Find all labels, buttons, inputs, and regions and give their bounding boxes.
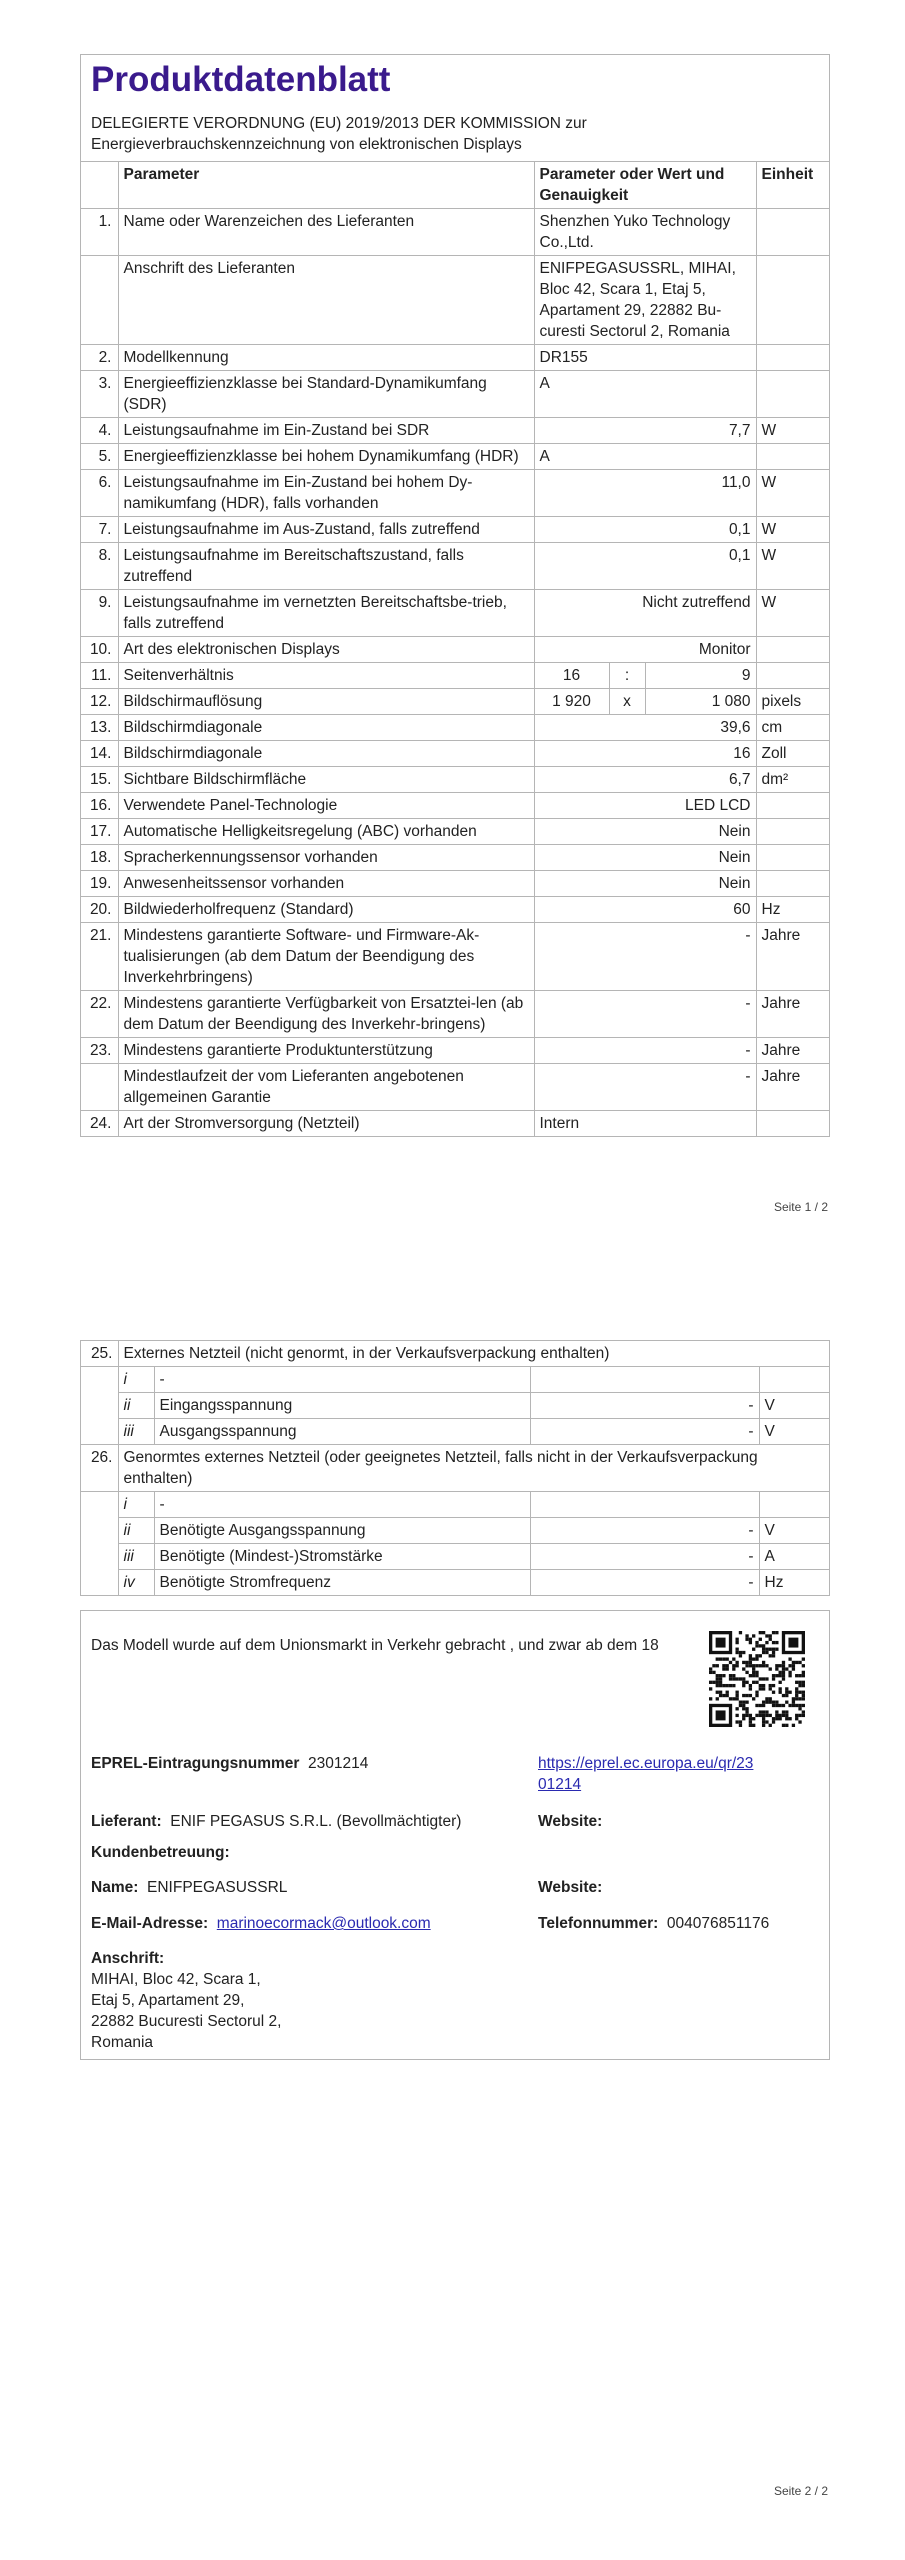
row-value: Nein (534, 871, 756, 897)
section-title: Genormtes externes Netzteil (oder geeignetes Netzteil, falls nicht in der Verkaufsverpackung enthalten) (118, 1445, 829, 1492)
row-parameter: Bildschirmdiagonale (118, 741, 534, 767)
row-spacer (81, 1419, 118, 1445)
name-label: Name: (91, 1879, 139, 1896)
row-spacer (81, 1544, 118, 1570)
row-unit (756, 793, 829, 819)
row-number: 7. (81, 517, 118, 543)
row-index: ii (118, 1393, 154, 1419)
eprel-number: 2301214 (308, 1755, 369, 1772)
row-number: 24. (81, 1111, 118, 1137)
table-row (81, 1419, 829, 1445)
row-parameter: Mindestens garantierte Software- und Firmware-Ak-tualisierungen (ab dem Datum der Beendigung des Inverkehrbringens) (118, 923, 534, 991)
row-parameter: Leistungsaufnahme im vernetzten Bereitschaftsbe-trieb, falls zutreffend (118, 590, 534, 637)
row-parameter: Art der Stromversorgung (Netzteil) (118, 1111, 534, 1137)
table-row (81, 871, 829, 897)
website-label: Website: (538, 1813, 603, 1830)
table-row (81, 663, 829, 689)
table-header-row (81, 162, 829, 209)
row-unit (756, 345, 829, 371)
row-parameter: Bildschirmauflösung (118, 689, 534, 715)
website2-label: Website: (538, 1879, 603, 1896)
table-row (81, 256, 829, 345)
customer-service-label: Kundenbetreuung: (91, 1844, 230, 1861)
row-value (530, 1367, 759, 1393)
row-parameter: Anwesenheitssensor vorhanden (118, 871, 534, 897)
address-label: Anschrift: (91, 1950, 165, 1967)
row-number: 21. (81, 923, 118, 991)
row-number: 10. (81, 637, 118, 663)
regulation-subtitle: DELEGIERTE VERORDNUNG (EU) 2019/2013 DER KOMMISSION zur Energieverbrauchskennzeichnung von elektronischen Displays (91, 115, 587, 153)
row-value: Nein (534, 819, 756, 845)
customer-name-line (91, 1877, 287, 1898)
row-unit (756, 1111, 829, 1137)
row-number: 3. (81, 371, 118, 418)
row-unit (759, 1492, 829, 1518)
row-spacer (81, 1492, 118, 1518)
table-row (81, 517, 829, 543)
row-parameter: Spracherkennungssensor vorhanden (118, 845, 534, 871)
row-value-b: 9 (645, 663, 756, 689)
table-row (81, 1111, 829, 1137)
row-parameter: Leistungsaufnahme im Ein-Zustand bei SDR (118, 418, 534, 444)
row-value: 11,0 (534, 470, 756, 517)
table-row (81, 1518, 829, 1544)
table-row (81, 371, 829, 418)
row-parameter: Mindestens garantierte Verfügbarkeit von Ersatztei-len (ab dem Datum der Beendigung des Inverkehr-bringens) (118, 991, 534, 1038)
row-number: 14. (81, 741, 118, 767)
row-unit: W (756, 517, 829, 543)
row-unit (756, 637, 829, 663)
row-value: 6,7 (534, 767, 756, 793)
row-number: 2. (81, 345, 118, 371)
row-parameter: Leistungsaufnahme im Aus-Zustand, falls zutreffend (118, 517, 534, 543)
table-row (81, 1570, 829, 1596)
row-unit (756, 444, 829, 470)
row-spacer (81, 1367, 118, 1393)
table-row (81, 819, 829, 845)
row-value: Nein (534, 845, 756, 871)
row-number: 15. (81, 767, 118, 793)
row-parameter: Mindestlaufzeit der vom Lieferanten angebotenen allgemeinen Garantie (118, 1064, 534, 1111)
section-number: 26. (81, 1445, 118, 1492)
row-value: Monitor (534, 637, 756, 663)
row-value-separator: x (609, 689, 645, 715)
table-row (81, 444, 829, 470)
row-parameter: Leistungsaufnahme im Ein-Zustand bei hohem Dy-namikumfang (HDR), falls vorhanden (118, 470, 534, 517)
row-number: 6. (81, 470, 118, 517)
row-unit: W (756, 418, 829, 444)
row-unit (756, 845, 829, 871)
row-parameter: Benötigte Ausgangsspannung (154, 1518, 530, 1544)
eprel-link-line-2[interactable] (538, 1774, 581, 1795)
row-unit (756, 209, 829, 256)
row-number: 17. (81, 819, 118, 845)
table-row (81, 1367, 829, 1393)
row-unit: cm (756, 715, 829, 741)
table-row (81, 991, 829, 1038)
customer-name: ENIFPEGASUSSRL (147, 1879, 288, 1896)
row-value: LED LCD (534, 793, 756, 819)
row-unit (759, 1367, 829, 1393)
row-parameter: Bildwiederholfrequenz (Standard) (118, 897, 534, 923)
address-line: Etaj 5, Apartament 29, (91, 1992, 245, 2009)
supplier-name: ENIF PEGASUS S.R.L. (Bevollmächtigter) (170, 1813, 462, 1830)
row-parameter: - (154, 1492, 530, 1518)
row-value-a: 1 920 (534, 689, 609, 715)
row-parameter: Modellkennung (118, 345, 534, 371)
row-value: DR155 (534, 345, 756, 371)
row-index: iii (118, 1419, 154, 1445)
row-parameter: Benötigte (Mindest-)Stromstärke (154, 1544, 530, 1570)
table-row (81, 1492, 829, 1518)
row-unit: W (756, 543, 829, 590)
row-parameter: Benötigte Stromfrequenz (154, 1570, 530, 1596)
row-spacer (81, 1570, 118, 1596)
row-number: 23. (81, 1038, 118, 1064)
row-unit: W (756, 470, 829, 517)
row-value: Intern (534, 1111, 756, 1137)
table-row (81, 715, 829, 741)
row-parameter: Automatische Helligkeitsregelung (ABC) vorhanden (118, 819, 534, 845)
row-parameter: Anschrift des Lieferanten (118, 256, 534, 345)
table-row (81, 543, 829, 590)
row-value (530, 1492, 759, 1518)
phone-label: Telefonnummer: (538, 1915, 659, 1932)
section-heading-row (81, 1341, 829, 1367)
email-label: E-Mail-Adresse: (91, 1915, 209, 1932)
eprel-link-continued[interactable]: 01214 (538, 1776, 582, 1793)
row-unit: Hz (759, 1570, 829, 1596)
row-number: 11. (81, 663, 118, 689)
row-parameter: Name oder Warenzeichen des Lieferanten (118, 209, 534, 256)
table-row (81, 1064, 829, 1111)
row-value: - (534, 1038, 756, 1064)
row-index: iii (118, 1544, 154, 1570)
row-number: 8. (81, 543, 118, 590)
row-unit: Jahre (756, 923, 829, 991)
row-unit: pixels (756, 689, 829, 715)
section-heading-row (81, 1445, 829, 1492)
header-unit: Einheit (756, 162, 829, 209)
row-number (81, 256, 118, 345)
table-row (81, 923, 829, 991)
power-supply-section (80, 1340, 830, 1596)
row-index: iv (118, 1570, 154, 1596)
table-row (81, 793, 829, 819)
page-number-2: Seite 2 / 2 (773, 2484, 828, 2498)
table-row (81, 741, 829, 767)
table-row (81, 689, 829, 715)
row-unit (756, 819, 829, 845)
row-number: 1. (81, 209, 118, 256)
parameter-table (81, 162, 829, 1136)
eprel-label: EPREL-Eintragungsnummer (91, 1755, 300, 1772)
row-parameter: Sichtbare Bildschirmfläche (118, 767, 534, 793)
section-number: 25. (81, 1341, 118, 1367)
table-row (81, 1038, 829, 1064)
row-value: - (530, 1570, 759, 1596)
qr-code-icon (709, 1631, 805, 1727)
header-parameter: Parameter (118, 162, 534, 209)
row-parameter: Seitenverhältnis (118, 663, 534, 689)
table-row (81, 845, 829, 871)
row-unit: V (759, 1419, 829, 1445)
row-parameter: Art des elektronischen Displays (118, 637, 534, 663)
section-title: Externes Netzteil (nicht genormt, in der Verkaufsverpackung enthalten) (118, 1341, 829, 1367)
row-parameter: - (154, 1367, 530, 1393)
row-unit: V (759, 1518, 829, 1544)
table-row (81, 767, 829, 793)
row-unit (756, 256, 829, 345)
row-unit: Zoll (756, 741, 829, 767)
row-value: - (534, 1064, 756, 1111)
phone-number: 004076851176 (666, 1915, 770, 1932)
row-number: 5. (81, 444, 118, 470)
supplier-label: Lieferant: (91, 1813, 162, 1830)
row-number: 22. (81, 991, 118, 1038)
page-number-1: Seite 1 / 2 (773, 1200, 828, 1214)
row-unit: W (756, 590, 829, 637)
row-number: 18. (81, 845, 118, 871)
table-row (81, 470, 829, 517)
row-spacer (81, 1393, 118, 1419)
row-number: 9. (81, 590, 118, 637)
row-parameter: Verwendete Panel-Technologie (118, 793, 534, 819)
row-number: 19. (81, 871, 118, 897)
supplier-info-box (80, 1610, 830, 2060)
supplier-line (91, 1811, 461, 1832)
row-value: Shenzhen Yuko Technology Co.,Ltd. (534, 209, 756, 256)
row-parameter: Ausgangsspannung (154, 1419, 530, 1445)
row-value: Nicht zutreffend (534, 590, 756, 637)
row-unit: Jahre (756, 1064, 829, 1111)
header-value: Parameter oder Wert und Genauigkeit (534, 162, 756, 209)
row-value: 39,6 (534, 715, 756, 741)
row-unit: Jahre (756, 1038, 829, 1064)
row-value: - (534, 923, 756, 991)
row-index: i (118, 1367, 154, 1393)
row-value: 0,1 (534, 517, 756, 543)
row-number: 20. (81, 897, 118, 923)
row-value-separator: : (609, 663, 645, 689)
row-parameter: Leistungsaufnahme im Bereitschaftszustand, falls zutreffend (118, 543, 534, 590)
table-row (81, 209, 829, 256)
row-unit (756, 871, 829, 897)
row-parameter: Energieeffizienzklasse bei hohem Dynamikumfang (HDR) (118, 444, 534, 470)
table-row (81, 590, 829, 637)
row-value-a: 16 (534, 663, 609, 689)
row-value: - (534, 991, 756, 1038)
row-unit: A (759, 1544, 829, 1570)
phone-line (538, 1913, 769, 1934)
row-value: A (534, 444, 756, 470)
table-row (81, 897, 829, 923)
row-value: 60 (534, 897, 756, 923)
row-unit (756, 663, 829, 689)
table-row (81, 1393, 829, 1419)
row-unit: Jahre (756, 991, 829, 1038)
row-value: 0,1 (534, 543, 756, 590)
eprel-link-line-1[interactable] (538, 1753, 753, 1774)
table-row (81, 345, 829, 371)
row-value-b: 1 080 (645, 689, 756, 715)
row-parameter: Eingangsspannung (154, 1393, 530, 1419)
row-number: 4. (81, 418, 118, 444)
row-value: - (530, 1544, 759, 1570)
datasheet-header (81, 55, 829, 162)
row-index: i (118, 1492, 154, 1518)
row-value: A (534, 371, 756, 418)
row-unit (756, 371, 829, 418)
eprel-link[interactable]: https://eprel.ec.europa.eu/qr/23 (538, 1755, 754, 1772)
email-line (91, 1913, 431, 1934)
table-row (81, 418, 829, 444)
table-row (81, 637, 829, 663)
row-value: - (530, 1518, 759, 1544)
row-value: - (530, 1393, 759, 1419)
row-parameter: Bildschirmdiagonale (118, 715, 534, 741)
row-spacer (81, 1518, 118, 1544)
power-supply-table (81, 1341, 829, 1595)
row-number: 12. (81, 689, 118, 715)
row-index: ii (118, 1518, 154, 1544)
row-unit: V (759, 1393, 829, 1419)
row-number (81, 1064, 118, 1111)
page-title: Produktdatenblatt (91, 60, 391, 99)
row-unit: dm² (756, 767, 829, 793)
datasheet-page-1 (80, 54, 830, 1137)
row-unit: Hz (756, 897, 829, 923)
row-number: 13. (81, 715, 118, 741)
row-parameter: Mindestens garantierte Produktunterstützung (118, 1038, 534, 1064)
address-line: Romania (91, 2034, 154, 2051)
row-value: ENIFPEGASUSSRL, MIHAI, Bloc 42, Scara 1, Etaj 5, Apartament 29, 22882 Bu-curesti Sectorul 2, Romania (534, 256, 756, 345)
email-link[interactable]: marinoecormack@outlook.com (216, 1915, 431, 1932)
row-value: 16 (534, 741, 756, 767)
address-line: 22882 Bucuresti Sectorul 2, (91, 2013, 282, 2030)
row-parameter: Energieeffizienzklasse bei Standard-Dynamikumfang (SDR) (118, 371, 534, 418)
eprel-registration (91, 1753, 368, 1774)
header-number (81, 162, 118, 209)
row-value: - (530, 1419, 759, 1445)
table-row (81, 1544, 829, 1570)
address-line: MIHAI, Bloc 42, Scara 1, (91, 1971, 261, 1988)
row-number: 16. (81, 793, 118, 819)
market-date-text: Das Modell wurde auf dem Unionsmarkt in Verkehr gebracht , und zwar ab dem 18 (91, 1637, 659, 1654)
row-value: 7,7 (534, 418, 756, 444)
